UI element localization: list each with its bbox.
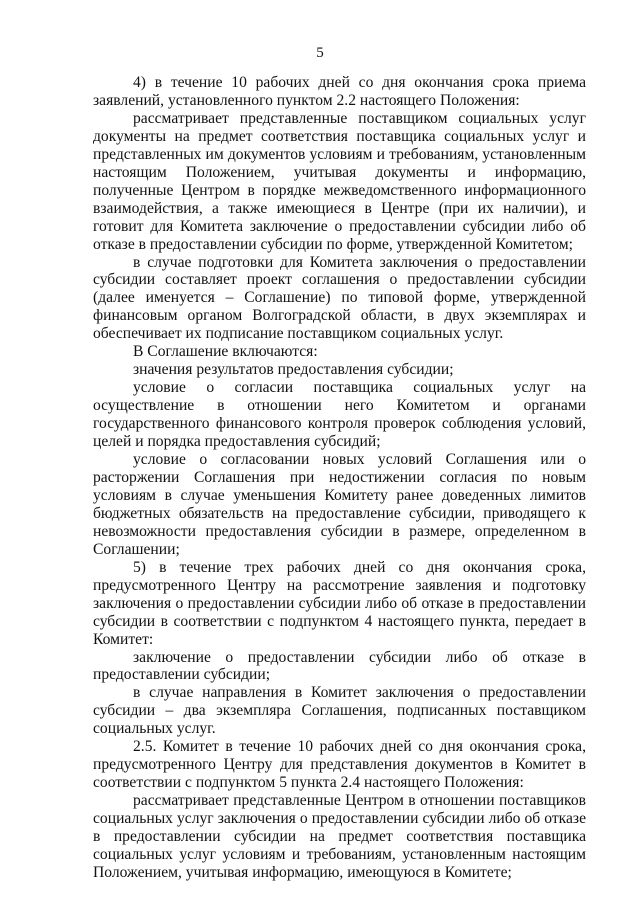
paragraph-4-deadline: 4) в течение 10 рабочих дней со дня окончания срока приема заявлений, установленного пунктом 2.2 настоящего Положения: bbox=[93, 74, 586, 109]
paragraph-2-5-committee: 2.5. Комитет в течение 10 рабочих дней со дня окончания срока, предусмотренного Центру для представления документов в Комитет в соответствии с подпунктом 5 пункта 2.4 настоящего Положения: bbox=[93, 738, 586, 792]
page-number: 5 bbox=[316, 45, 324, 61]
paragraph-review-documents: рассматривает представленные поставщиком социальных услуг документы на предмет соответствия поставщика социальных услуг и представленных им документов условиям и требованиям, установленным настоящим Положением, учитывая документы и информацию, полученные Центром в порядке межведомственного информационного взаимодействия, а также имеющиеся в Центре (при их наличии), и готовит для Комитета заключение о предоставлении субсидии либо об отказе в предоставлении субсидии по форме, утвержденной Комитетом; bbox=[93, 109, 586, 253]
paragraph-conclusion: заключение о предоставлении субсидии либо об отказе в предоставлении субсидии; bbox=[93, 648, 586, 684]
paragraph-termination-condition: условие о согласовании новых условий Соглашения или о расторжении Соглашения при недостижении согласия по новым условиям в случае уменьшения Комитету ранее доведенных лимитов бюджетных обязательств на предоставление субсидии, приводящего к невозможности предоставления субсидии в размере, определенном в Соглашении; bbox=[93, 451, 586, 558]
paragraph-committee-review: рассматривает представленные Центром в отношении поставщиков социальных услуг заключения о предоставлении субсидии либо об отказе в предоставлении субсидии на предмет соответствия поставщика социальных услуг условиям и требованиям, установленным настоящим Положением, учитывая информацию, имеющуюся в Комитете; bbox=[93, 792, 586, 881]
paragraph-consent-condition: условие о согласии поставщика социальных услуг на осуществление в отношении него Комитетом и органами государственного финансового контроля проверок соблюдения условий, целей и порядка предоставления субсидий; bbox=[93, 379, 586, 451]
paragraph-result-values: значения результатов предоставления субсидии; bbox=[133, 361, 454, 379]
paragraph-5-transfer: 5) в течение трех рабочих дней со дня окончания срока, предусмотренного Центру на рассмотрение заявления и подготовку заключения о предоставлении субсидии либо об отказе в предоставлении субсидии в соответствии с подпунктом 4 настоящего пункта, передает в Комитет: bbox=[93, 558, 586, 648]
document-body bbox=[93, 74, 586, 882]
paragraph-agreement-includes: В Соглашение включаются: bbox=[133, 343, 318, 361]
paragraph-two-copies: в случае направления в Комитет заключения о предоставлении субсидии – два экземпляра Соглашения, подписанных поставщиком социальных услуг. bbox=[93, 684, 586, 738]
paragraph-prepare-agreement: в случае подготовки для Комитета заключения о предоставлении субсидии составляет проект соглашения о предоставлении субсидии (далее именуется – Соглашение) по типовой форме, утвержденной финансовым органом Волгоградской области, в двух экземплярах и обеспечивает их подписание поставщиком социальных услуг. bbox=[93, 253, 586, 343]
